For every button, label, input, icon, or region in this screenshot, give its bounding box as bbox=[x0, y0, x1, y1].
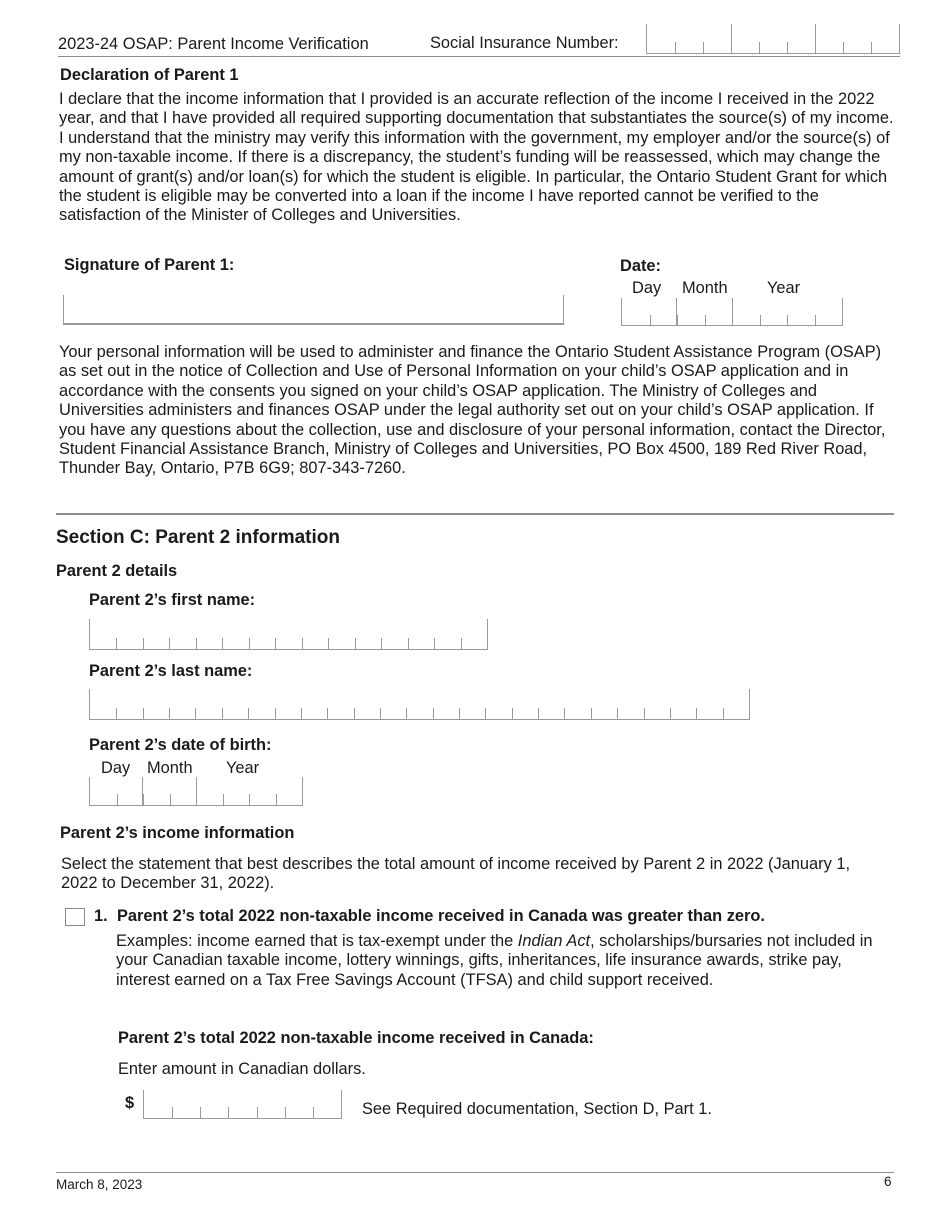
last-name-label: Parent 2’s last name: bbox=[89, 662, 253, 680]
privacy-notice: Your personal information will be used to administer and finance the Ontario Student Assistance Program (OSAP) as set out in the notice of Collection and Use of Personal Information on your child’s OSAP application and in accordance with the consents you signed on your child’s OSAP application. The Ministry of Colleges and Universities administers and finances OSAP under the legal authority set out on your child’s OSAP application. If you have any questions about the collection, use and disclosure of your personal information, contact the Director, Student Financial Assistance Branch, Ministry of Colleges and Universities, PO Box 4500, 189 Red River Road, Thunder Bay, Ontario, P7B 6G9; 807-343-7260. bbox=[59, 343, 886, 478]
amount-instruction: Enter amount in Canadian dollars. bbox=[118, 1060, 366, 1078]
first-name-input[interactable] bbox=[89, 619, 488, 650]
dob-year-label: Year bbox=[226, 759, 260, 777]
option1-heading: Parent 2’s total 2022 non-taxable income received in Canada was greater than zero. bbox=[117, 907, 765, 925]
declaration-title: Declaration of Parent 1 bbox=[60, 66, 239, 84]
date-label: Date: bbox=[620, 257, 661, 275]
option1-examples-after: , scholarships/bursaries not included in your Canadian taxable income, lottery winnings, gifts, inheritances, life insurance awards, strike pay, interest earned on a Tax Free Savings Account (TFSA) and child support received. bbox=[116, 932, 873, 989]
last-name-input[interactable] bbox=[89, 689, 750, 720]
income-intro: Select the statement that best describes the total amount of income received by Parent 2 in 2022 (January 1, 2022 to December 31, 2022). bbox=[61, 855, 851, 893]
signature-field[interactable] bbox=[63, 295, 564, 325]
page-number: 6 bbox=[884, 1174, 892, 1189]
footer-rule bbox=[56, 1172, 894, 1173]
income-info-title: Parent 2’s income information bbox=[60, 824, 295, 842]
first-name-label: Parent 2’s first name: bbox=[89, 591, 256, 609]
currency-symbol: $ bbox=[125, 1094, 135, 1112]
form-title: 2023-24 OSAP: Parent Income Verification bbox=[58, 35, 369, 53]
option1-examples-before: Examples: income earned that is tax-exempt under the bbox=[116, 932, 518, 950]
declaration-text: I declare that the income information that I provided is an accurate reflection of the income I received in the 2022 year, and that I have provided all required supporting documentation that substantiates the source(s) of my income. I understand that the ministry may verify this information with the government, my employer and/or the source(s) of my non-taxable income. If there is a discrepancy, the student’s funding will be reassessed, which may change the amount of grant(s) and/or loan(s) for which the student is eligible. In particular, the Ontario Student Grant for which the student is eligible may be converted into a loan if the income I have reported cannot be verified to the satisfaction of the Minister of Colleges and Universities. bbox=[59, 90, 894, 225]
amount-input[interactable] bbox=[143, 1090, 342, 1119]
date-month-label: Month bbox=[682, 279, 728, 297]
date-day-label: Day bbox=[632, 279, 662, 297]
doc-reference: See Required documentation, Section D, Part 1. bbox=[362, 1100, 712, 1118]
header-rule bbox=[58, 56, 900, 57]
option1-checkbox[interactable] bbox=[65, 908, 85, 926]
dob-input[interactable] bbox=[89, 777, 303, 806]
signature-date-input[interactable] bbox=[621, 298, 843, 326]
option1-examples bbox=[116, 932, 896, 990]
option1-examples-italic: Indian Act bbox=[517, 932, 591, 950]
amount-label: Parent 2’s total 2022 non-taxable income received in Canada: bbox=[118, 1029, 594, 1047]
section-c-title: Section C: Parent 2 information bbox=[56, 527, 340, 548]
section-divider bbox=[56, 513, 894, 515]
sin-input[interactable] bbox=[646, 24, 900, 54]
option1-number: 1. bbox=[94, 907, 108, 925]
dob-day-label: Day bbox=[101, 759, 131, 777]
dob-label: Parent 2’s date of birth: bbox=[89, 736, 272, 754]
footer-date: March 8, 2023 bbox=[56, 1177, 143, 1192]
dob-month-label: Month bbox=[147, 759, 193, 777]
date-year-label: Year bbox=[767, 279, 801, 297]
sin-label: Social Insurance Number: bbox=[430, 34, 619, 52]
signature-label: Signature of Parent 1: bbox=[64, 256, 235, 274]
parent2-details-title: Parent 2 details bbox=[56, 562, 178, 580]
